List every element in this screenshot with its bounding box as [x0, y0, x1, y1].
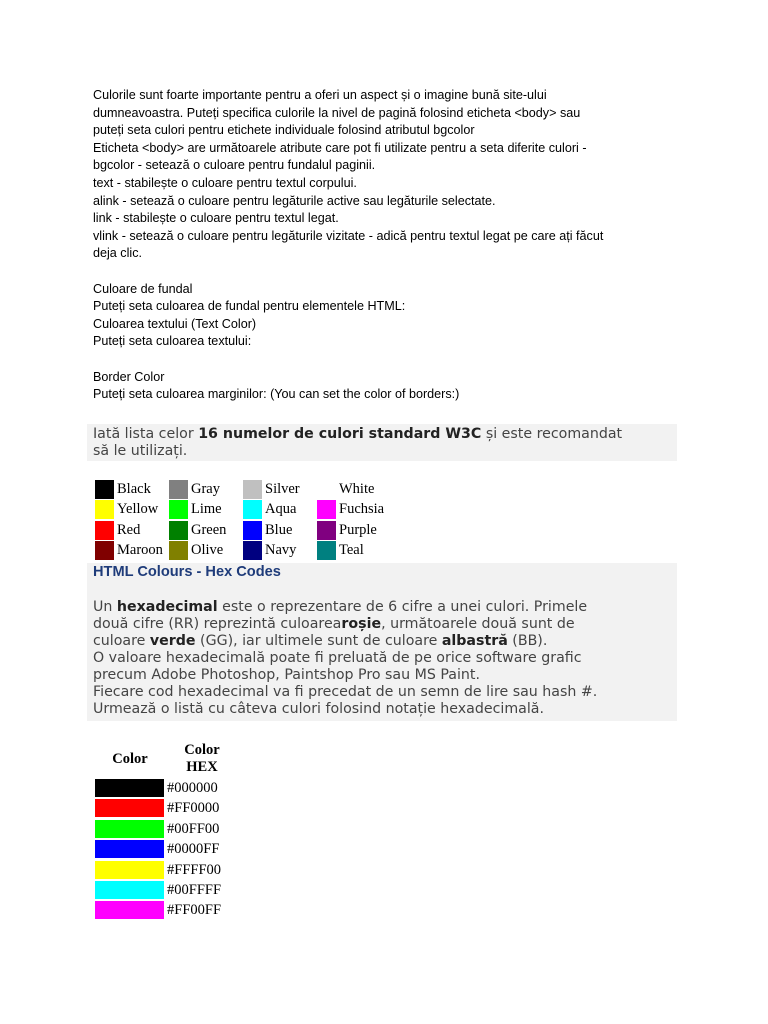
- hex-p6: Fiecare cod hexadecimal va fi precedat de un semn de lire sau hash #.: [93, 684, 598, 700]
- text-color-heading: Culoarea textului (Text Color): [93, 316, 257, 331]
- hex-color-bar: [95, 901, 164, 919]
- swatch-cell: [93, 520, 116, 541]
- hex-p3e: (BB).: [507, 633, 548, 649]
- swatch-cell: [167, 541, 190, 562]
- intro-line: Culorile sunt foarte importante pentru a oferi un aspect și o imagine bună site-ului: [93, 88, 547, 102]
- hex-p4: O valoare hexadecimală poate fi preluată de pe orice software grafic: [93, 650, 582, 666]
- background-line: Puteți seta culoarea de fundal pentru elementele HTML:: [93, 299, 406, 314]
- hex-row: [95, 881, 265, 899]
- color-label-green: Green: [191, 521, 227, 538]
- hex-row: [95, 799, 265, 817]
- hex-p2c: , următoarele două sunt de: [381, 616, 575, 632]
- color-label-blue: Blue: [265, 521, 293, 538]
- color-label-lime: Lime: [191, 501, 222, 518]
- intro-line: alink - setează o culoare pentru legăturile active sau legăturile selectate.: [93, 193, 496, 208]
- hex-p3b: verde: [149, 633, 196, 649]
- color-swatch-fuchsia: [317, 500, 336, 519]
- w3c-line2: să le utilizați.: [93, 443, 188, 459]
- swatch-cell: [93, 479, 116, 500]
- color-label-navy: Navy: [265, 542, 297, 559]
- intro-line: link - stabilește o culoare pentru textul legat.: [93, 211, 339, 226]
- hex-code: #000000: [167, 780, 218, 796]
- color-swatch-gray: [169, 480, 188, 499]
- hex-col-hex-2: HEX: [186, 759, 218, 775]
- standard-colors-table: [93, 479, 389, 561]
- color-swatch-olive: [169, 541, 188, 560]
- color-label-maroon: Maroon: [117, 542, 163, 559]
- hex-code: #FF00FF: [167, 902, 222, 919]
- hex-code: #00FFFF: [167, 882, 222, 898]
- border-heading: Border Color: [93, 369, 165, 384]
- hex-color-bar: [95, 799, 164, 817]
- hex-p3a: culoare: [93, 633, 150, 649]
- hex-row: [95, 901, 265, 919]
- color-label-gray: Gray: [191, 480, 220, 497]
- swatch-cell: [315, 541, 338, 562]
- hex-p1c: este o reprezentare de 6 cifre a unei culori. Primele: [217, 599, 588, 615]
- w3c-suffix: și este recomandat: [481, 426, 623, 442]
- hex-code: #0000FF: [167, 841, 220, 858]
- color-swatch-aqua: [243, 500, 262, 519]
- intro-text: [93, 87, 693, 404]
- intro-line: puteți seta culori pentru etichete individuale folosind atributul bgcolor: [93, 123, 475, 138]
- color-swatch-maroon: [95, 541, 114, 560]
- color-row: [93, 541, 389, 562]
- color-label-red: Red: [117, 521, 141, 538]
- hex-col-color: Color: [112, 751, 148, 767]
- color-row: [93, 520, 389, 541]
- color-label-silver: Silver: [265, 480, 300, 497]
- color-label-yellow: Yellow: [117, 501, 159, 518]
- hex-color-bar: [95, 881, 164, 899]
- color-swatch-white: [317, 480, 336, 499]
- color-swatch-green: [169, 521, 188, 540]
- swatch-cell: [315, 520, 338, 541]
- color-swatch-navy: [243, 541, 262, 560]
- color-label-aqua: Aqua: [265, 501, 297, 518]
- color-label-fuchsia: Fuchsia: [339, 501, 385, 518]
- color-row: [93, 479, 389, 500]
- text-color-line: Puteți seta culoarea textului:: [93, 334, 252, 349]
- swatch-cell: [241, 541, 264, 562]
- hex-code: #FF0000: [167, 800, 220, 817]
- color-swatch-silver: [243, 480, 262, 499]
- color-label-purple: Purple: [339, 521, 377, 538]
- w3c-prefix: Iată lista celor: [93, 426, 199, 442]
- intro-line: deja clic.: [93, 246, 142, 261]
- hex-p3d: albastră: [441, 633, 508, 649]
- intro-line: vlink - setează o culoare pentru legăturile vizitate - adică pentru textul legat pe care ați făcut: [93, 228, 604, 243]
- hex-p1b: hexadecimal: [116, 599, 218, 615]
- hex-color-bar: [95, 820, 164, 838]
- color-label-olive: Olive: [191, 542, 224, 559]
- hex-col-hex-1: Color: [184, 742, 220, 758]
- w3c-bold: 16 numelor de culori standard W3C: [198, 426, 482, 442]
- intro-line: bgcolor - setează o culoare pentru fundalul paginii.: [93, 158, 376, 173]
- hex-p3c: (GG), iar ultimele sunt de culoare: [195, 633, 442, 649]
- hex-title: HTML Colours - Hex Codes: [93, 564, 281, 580]
- border-line: Puteți seta culoarea marginilor: (You can set the color of borders:): [93, 387, 460, 402]
- color-row: [93, 500, 389, 521]
- intro-line: Eticheta <body> are următoarele atribute care pot fi utilizate pentru a seta diferite culori -: [93, 140, 587, 155]
- color-swatch-teal: [317, 541, 336, 560]
- color-label-black: Black: [117, 480, 151, 497]
- swatch-cell: [315, 479, 338, 500]
- hex-row: [95, 861, 265, 879]
- color-swatch-yellow: [95, 500, 114, 519]
- hex-p2b: roșie: [341, 616, 382, 632]
- swatch-cell: [167, 479, 190, 500]
- hex-row: [95, 840, 265, 858]
- color-swatch-purple: [317, 521, 336, 540]
- color-label-teal: Teal: [339, 542, 364, 559]
- hex-color-bar: [95, 779, 164, 797]
- swatch-cell: [241, 500, 264, 521]
- color-label-white: White: [339, 480, 375, 497]
- swatch-cell: [315, 500, 338, 521]
- color-swatch-black: [95, 480, 114, 499]
- hex-row: [95, 779, 265, 797]
- hex-body: [93, 599, 673, 718]
- hex-p2: două cifre (RR) reprezintă culoarea: [93, 616, 342, 632]
- intro-line: dumneavoastra. Puteți specifica culorile la nivel de pagină folosind eticheta <body> sau: [93, 105, 581, 120]
- swatch-cell: [167, 500, 190, 521]
- color-swatch-red: [95, 521, 114, 540]
- swatch-cell: [93, 500, 116, 521]
- swatch-cell: [167, 520, 190, 541]
- hex-color-bar: [95, 840, 164, 858]
- hex-code: #00FF00: [167, 820, 220, 837]
- swatch-cell: [93, 541, 116, 562]
- color-swatch-blue: [243, 521, 262, 540]
- hex-code: #FFFF00: [167, 861, 222, 878]
- swatch-cell: [241, 479, 264, 500]
- w3c-text: [93, 426, 678, 460]
- hex-col-hex: [172, 742, 232, 776]
- color-swatch-lime: [169, 500, 188, 519]
- hex-p1a: Un: [93, 599, 117, 615]
- hex-p5: precum Adobe Photoshop, Paintshop Pro sau MS Paint.: [93, 667, 480, 683]
- hex-p7: Urmează o listă cu câteva culori folosind notație hexadecimală.: [93, 701, 544, 717]
- intro-line: text - stabilește o culoare pentru textul corpului.: [93, 175, 357, 190]
- hex-color-bar: [95, 861, 164, 879]
- hex-row: [95, 820, 265, 838]
- swatch-cell: [241, 520, 264, 541]
- background-heading: Culoare de fundal: [93, 281, 193, 296]
